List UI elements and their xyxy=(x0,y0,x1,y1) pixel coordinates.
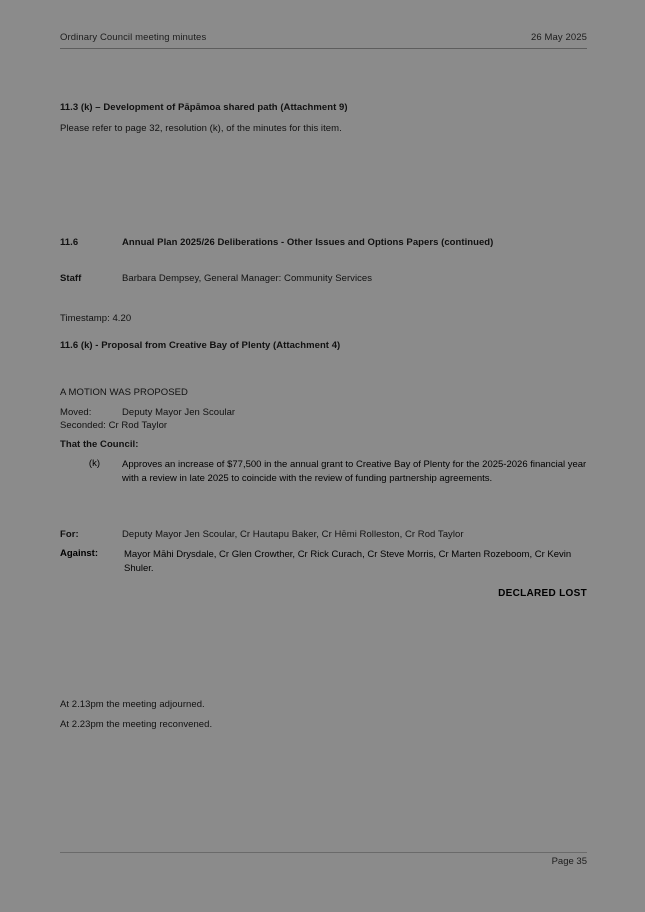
resolution-number: (k) xyxy=(88,458,100,469)
vote-for-row xyxy=(60,528,587,541)
item-113k-heading: 11.3 (k) – Development of Pāpāmoa shared path (Attachment 9) xyxy=(60,102,348,113)
resolution-text: Approves an increase of $77,500 in the annual grant to Creative Bay of Plenty for the 2025-2026 financial year with a review in late 2025 to coincide with the review of funding partnership agreements. xyxy=(122,459,587,484)
item-116-number: 11.6 xyxy=(60,237,79,248)
resolution-row xyxy=(60,458,587,485)
header-divider xyxy=(60,48,587,49)
item-113k-text: Please refer to page 32, resolution (k), of the minutes for this item. xyxy=(60,123,342,134)
staff-label: Staff xyxy=(60,273,82,284)
seconded-row: Seconded: Cr Rod Taylor xyxy=(60,420,168,431)
item-116k-heading: 11.6 (k) - Proposal from Creative Bay of Plenty (Attachment 4) xyxy=(60,340,341,351)
vote-against-row xyxy=(60,548,587,575)
vote-for-value: Deputy Mayor Jen Scoular, Cr Hautapu Baker, Cr Hēmi Rolleston, Cr Rod Taylor xyxy=(122,529,464,540)
item-116-heading xyxy=(60,236,587,249)
moved-row xyxy=(60,406,587,419)
vote-against-label: Against: xyxy=(60,548,98,559)
page-number: Page 35 xyxy=(551,856,587,867)
header-left-text: Ordinary Council meeting minutes xyxy=(60,32,207,43)
that-the-council: That the Council: xyxy=(60,439,139,450)
page-header xyxy=(60,32,587,43)
timestamp: Timestamp: 4.20 xyxy=(60,313,132,324)
declared-result: DECLARED LOST xyxy=(498,588,587,599)
page-footer xyxy=(60,856,587,867)
moved-value: Deputy Mayor Jen Scoular xyxy=(122,407,236,418)
meeting-adjourned: At 2.13pm the meeting adjourned. xyxy=(60,699,205,710)
moved-label: Moved: xyxy=(60,407,92,418)
footer-divider xyxy=(60,852,587,853)
motion-heading: A MOTION WAS PROPOSED xyxy=(60,387,188,398)
staff-row xyxy=(60,272,587,285)
header-right-date: 26 May 2025 xyxy=(530,32,587,43)
staff-value: Barbara Dempsey, General Manager: Community Services xyxy=(122,273,373,284)
vote-for-label: For: xyxy=(60,529,79,540)
item-116-title: Annual Plan 2025/26 Deliberations - Other Issues and Options Papers (continued) xyxy=(122,237,494,248)
vote-against-value: Mayor Māhi Drysdale, Cr Glen Crowther, Cr Rick Curach, Cr Steve Morris, Cr Marten Rozeboom, Cr Kevin Shuler. xyxy=(124,549,572,574)
meeting-reconvened: At 2.23pm the meeting reconvened. xyxy=(60,719,213,730)
